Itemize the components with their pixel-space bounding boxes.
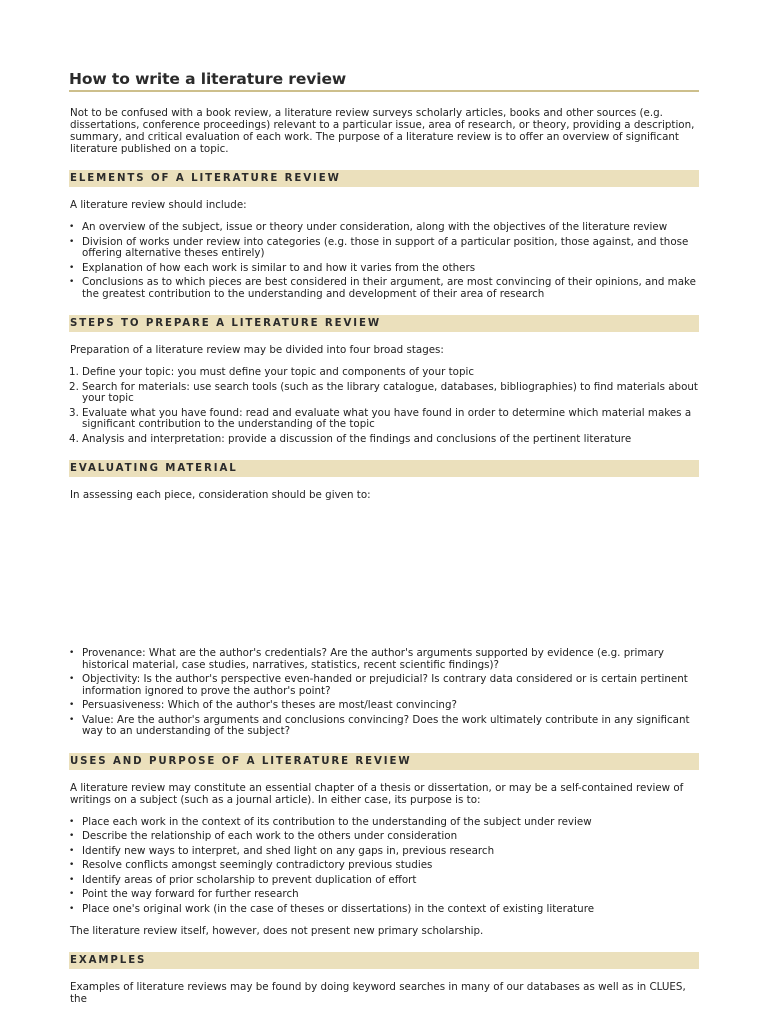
list-item: • Explanation of how each work is similar to and how it varies from the others	[82, 263, 699, 275]
examples-lead: Examples of literature reviews may be found by doing keyword searches in many of our databases as well as in CLUES, the	[70, 981, 686, 1005]
uses-closing: The literature review itself, however, does not present new primary scholarship.	[70, 925, 484, 937]
document-content	[69, 60, 699, 1005]
list-item: Analysis and interpretation: provide a discussion of the findings and conclusions of the pertinent literature	[82, 432, 632, 445]
page-title: How to write a literature review	[69, 70, 699, 92]
list-item: • Point the way forward for further research	[82, 889, 699, 901]
list-item: Define your topic: you must define your topic and components of your topic	[82, 366, 475, 378]
list-item: Search for materials: use search tools (such as the library catalogue, databases, bibliographies) to find materials about your topic	[82, 380, 698, 404]
list-item: • Describe the relationship of each work to the others under consideration	[82, 831, 699, 843]
steps-list	[69, 367, 699, 445]
uses-lead: A literature review may constitute an essential chapter of a thesis or dissertation, or may be a self-contained review of writings on a subject (such as a journal article). In either case, its purpose is to:	[70, 781, 684, 806]
intro-paragraph: Not to be confused with a book review, a literature review surveys scholarly articles, books and other sources (e.g. dissertations, conference proceedings) relevant to a particular issue, area of research, or theory, providing a description, summary, and critical evaluation of each work. The purpose of a literature review is to offer an overview of significant literature published on a topic.	[70, 107, 695, 155]
elements-list	[69, 222, 699, 300]
section-heading-elements: ELEMENTS OF A LITERATURE REVIEW	[69, 170, 699, 187]
list-item: • An overview of the subject, issue or theory under consideration, along with the objectives of the literature review	[82, 222, 699, 234]
evaluating-list	[69, 648, 699, 738]
list-item: • Value: Are the author's arguments and conclusions convincing? Does the work ultimately contribute in any significant way to an understanding of the subject?	[82, 715, 699, 738]
section-heading-evaluating: EVALUATING MATERIAL	[69, 460, 699, 477]
section-heading-uses: USES AND PURPOSE OF A LITERATURE REVIEW	[69, 753, 699, 770]
list-item: • Resolve conflicts amongst seemingly contradictory previous studies	[82, 860, 699, 872]
evaluating-lead: In assessing each piece, consideration should be given to:	[70, 489, 371, 501]
uses-list	[69, 817, 699, 916]
blank-space	[69, 501, 699, 637]
steps-lead: Preparation of a literature review may be divided into four broad stages:	[70, 344, 444, 356]
list-item: • Place each work in the context of its contribution to the understanding of the subject under review	[82, 817, 699, 829]
list-item: • Provenance: What are the author's credentials? Are the author's arguments supported by evidence (e.g. primary historical material, case studies, narratives, statistics, recent scientific findings)?	[82, 648, 699, 671]
list-item: • Conclusions as to which pieces are best considered in their argument, are most convincing of their opinions, and make the greatest contribution to the understanding and development of their area of research	[82, 277, 699, 300]
elements-lead: A literature review should include:	[70, 199, 247, 211]
list-item: • Persuasiveness: Which of the author's theses are most/least convincing?	[82, 700, 699, 712]
section-heading-examples: EXAMPLES	[69, 952, 699, 969]
list-item: • Division of works under review into categories (e.g. those in support of a particular position, those against, and those offering alternative theses entirely)	[82, 237, 699, 260]
list-item: • Identify new ways to interpret, and shed light on any gaps in, previous research	[82, 846, 699, 858]
list-item: • Objectivity: Is the author's perspective even-handed or prejudicial? Is contrary data considered or is certain pertinent information ignored to prove the author's point?	[82, 674, 699, 697]
list-item: Evaluate what you have found: read and evaluate what you have found in order to determine which material makes a significant contribution to the understanding of the topic	[82, 406, 692, 430]
list-item: • Identify areas of prior scholarship to prevent duplication of effort	[82, 875, 699, 887]
section-heading-steps: STEPS TO PREPARE A LITERATURE REVIEW	[69, 315, 699, 332]
list-item: • Place one's original work (in the case of theses or dissertations) in the context of existing literature	[82, 904, 699, 916]
